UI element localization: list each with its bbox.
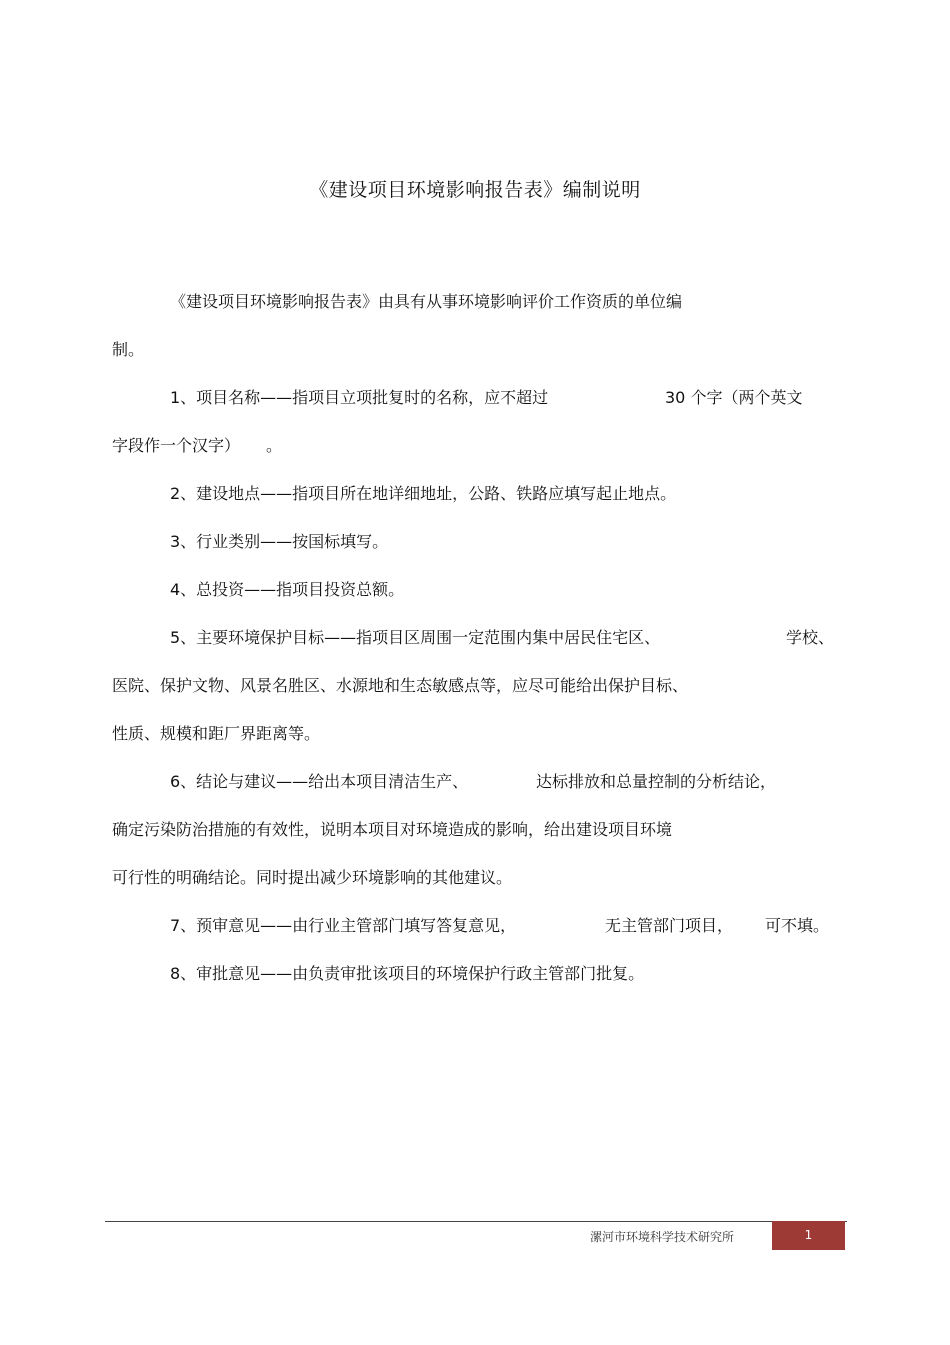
footer-rule (105, 1221, 847, 1222)
item-2-text: 2、建设地点——指项目所在地详细地址，公路、铁路应填写起止地点。 (170, 484, 677, 503)
footer-organization: 漯河市环境科学技术研究所 (590, 1230, 735, 1244)
item-4-text: 4、总投资——指项目投资总额。 (170, 580, 405, 599)
item-5-line-2: 医院、保护文物、风景名胜区、水源地和生态敏感点等，应尽可能给出保护目标、 (112, 676, 689, 695)
item-7-text-cont: 无主管部门项目， (605, 916, 734, 935)
item-7-text: 7、预审意见——由行业主管部门填写答复意见， (170, 916, 517, 935)
item-7-text-end: 可不填。 (765, 916, 830, 935)
document-title: 《建设项目环境影响报告表》编制说明 (309, 179, 641, 201)
item-1-text-cont: 30 个字（两个英文 (665, 388, 803, 407)
item-5-line-3: 性质、规模和距厂界距离等。 (112, 724, 321, 743)
item-5-text: 5、主要环境保护目标——指项目区周围一定范围内集中居民住宅区、 (170, 628, 661, 647)
intro-line-1: 《建设项目环境影响报告表》由具有从事环境影响评价工作资质的单位编 (170, 292, 683, 311)
item-6-text: 6、结论与建议——给出本项目清洁生产、 (170, 772, 469, 791)
item-5-text-cont: 学校、 (786, 628, 835, 647)
item-6-line-2: 确定污染防治措施的有效性，说明本项目对环境造成的影响，给出建设项目环境 (112, 820, 673, 839)
item-3-text: 3、行业类别——按国标填写。 (170, 532, 389, 551)
page-number-badge (772, 1221, 845, 1250)
page-number: 1 (804, 1228, 813, 1242)
item-1-line-2-end: 。 (266, 436, 283, 455)
item-1-line-2: 字段作一个汉字） (112, 436, 241, 455)
item-8-text: 8、审批意见——由负责审批该项目的环境保护行政主管部门批复。 (170, 964, 645, 983)
intro-line-2: 制。 (112, 340, 145, 359)
item-6-text-cont: 达标排放和总量控制的分析结论， (536, 772, 777, 791)
item-1-text: 1、项目名称——指项目立项批复时的名称，应不超过 (170, 388, 549, 407)
item-6-line-3: 可行性的明确结论。同时提出减少环境影响的其他建议。 (112, 868, 513, 887)
